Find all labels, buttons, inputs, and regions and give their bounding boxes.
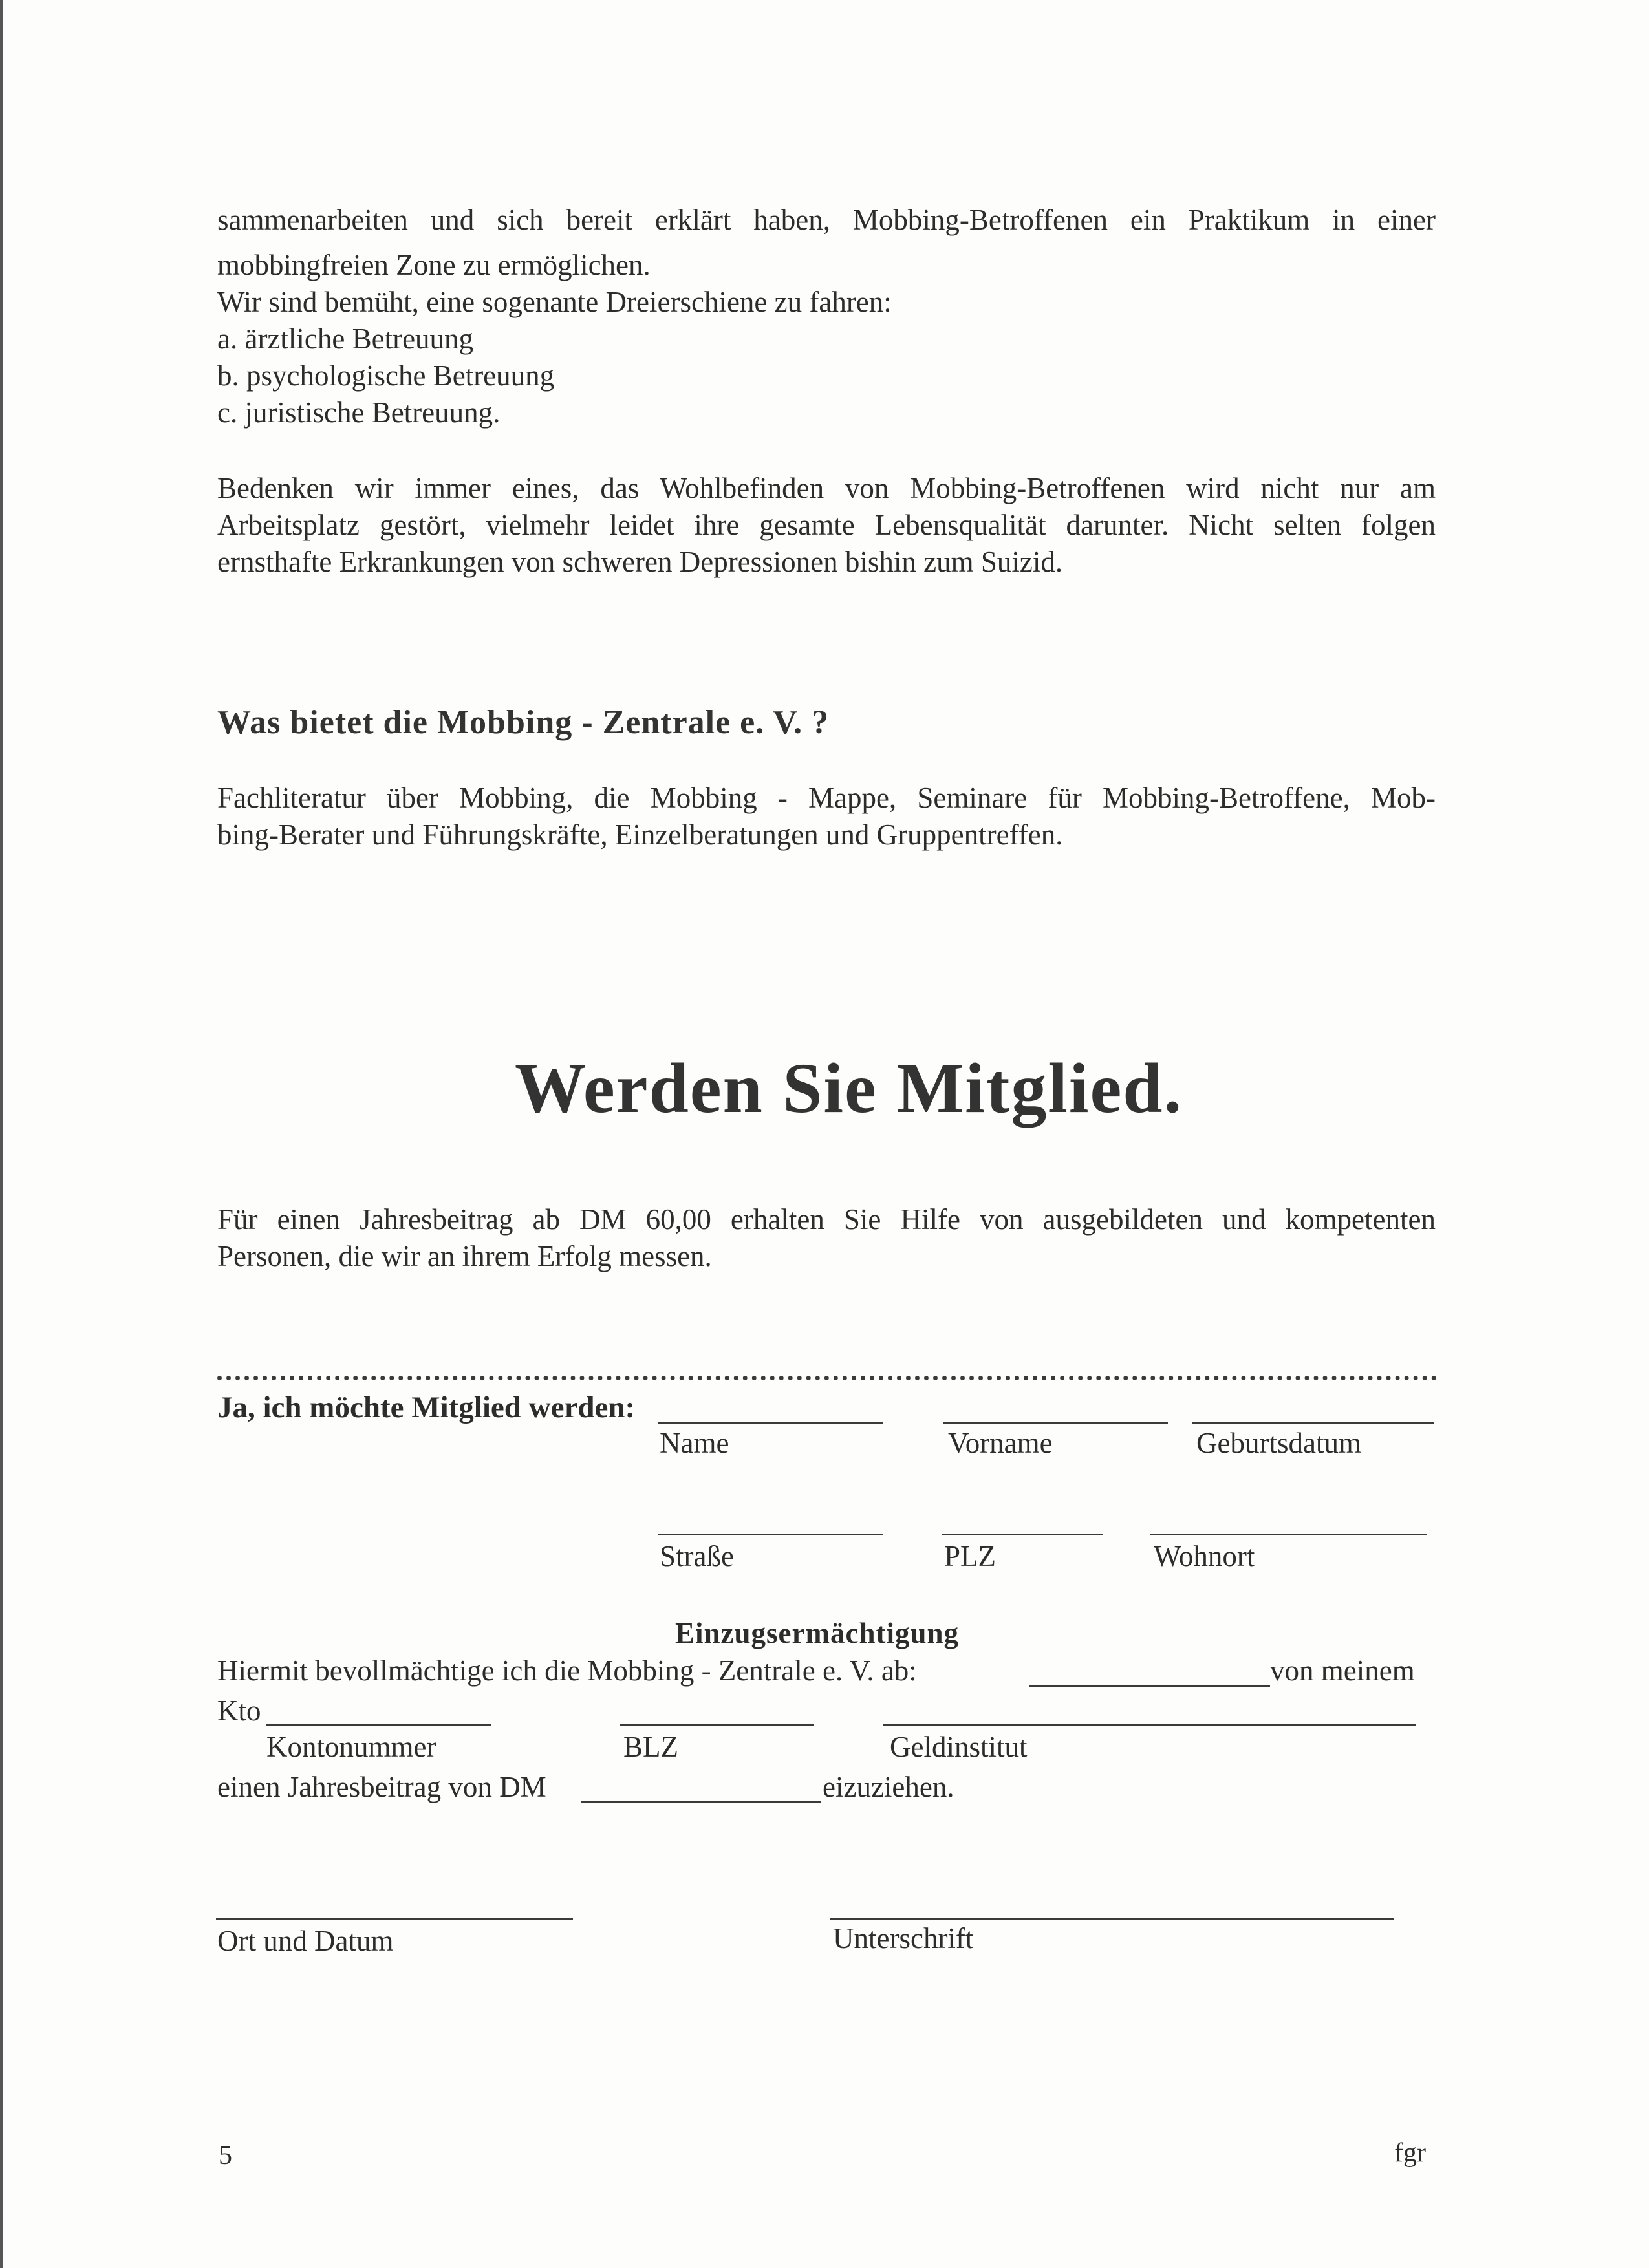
account-prefix: Kto [217,1695,261,1727]
birthdate-label: Geburtsdatum [1196,1427,1361,1459]
footer-initials: fgr [1394,2138,1426,2168]
intro-line-2: mobbingfreien Zone zu ermöglichen. [217,249,651,281]
list-item-medical: a. ärztliche Betreuung [217,323,474,355]
consider-paragraph [217,470,1436,544]
fee-text-end: eizuziehen. [823,1771,954,1803]
street-label: Straße [660,1540,734,1572]
offer-heading: Was bietet die Mobbing - Zentrale e. V. ? [217,704,830,741]
firstname-label: Vorname [948,1427,1053,1459]
zip-label: PLZ [944,1540,997,1572]
account-number-field[interactable] [266,1724,491,1726]
name-field[interactable] [658,1422,883,1424]
offer-line-2: bing-Berater und Führungskräfte, Einzelberatungen und Gruppentreffen. [217,818,1063,851]
signature-label: Unterschrift [833,1922,974,1954]
fee-text-start: einen Jahresbeitrag von DM [217,1771,546,1803]
bank-name-label: Geldinstitut [890,1731,1028,1763]
intro-line-1: sammenarbeiten und sich bereit erklärt haben, Mobbing-Betroffenen ein Praktikum in einer [217,204,1436,236]
intro-line-3: Wir sind bemüht, eine sogenante Dreierschiene zu fahren: [217,286,892,318]
consider-line-1: Bedenken wir immer eines, das Wohlbefinden von Mobbing-Betroffenen wird nicht nur am [217,472,1436,504]
mandate-text-end: von meinem [1270,1654,1415,1687]
bank-code-label: BLZ [623,1731,678,1763]
membership-paragraph [217,1201,1436,1238]
fee-amount-field[interactable] [581,1801,821,1803]
name-label: Name [660,1427,729,1459]
consider-line-3: ernsthafte Erkrankungen von schweren Depressionen bishin zum Suizid. [217,546,1063,578]
page-number: 5 [219,2141,232,2170]
intro-paragraph [217,202,1436,239]
birthdate-field[interactable] [1192,1422,1434,1424]
mandate-text-start: Hiermit bevollmächtige ich die Mobbing - Zentrale e. V. ab: [217,1654,917,1687]
place-date-field[interactable] [216,1918,573,1920]
signature-field[interactable] [830,1918,1394,1920]
street-field[interactable] [658,1534,883,1535]
membership-title: Werden Sie Mitglied. [515,1049,1183,1128]
join-label: Ja, ich möchte Mitglied werden: [217,1391,636,1424]
list-item-psychological: b. psychologische Betreuung [217,359,555,392]
consider-line-2: Arbeitsplatz gestört, vielmehr leidet ihre gesamte Lebensqualität darunter. Nicht selten folgen [217,509,1436,541]
offer-paragraph [217,780,1436,817]
list-item-legal: c. juristische Betreuung. [217,396,501,429]
offer-line-1: Fachliteratur über Mobbing, die Mobbing - Mappe, Seminare für Mobbing-Betroffene, Mob- [217,782,1436,814]
mandate-heading: Einzugsermächtigung [675,1617,960,1649]
start-date-field[interactable] [1029,1685,1270,1687]
city-field[interactable] [1150,1534,1427,1535]
membership-line-1: Für einen Jahresbeitrag ab DM 60,00 erhalten Sie Hilfe von ausgebildeten und kompetenten [217,1203,1436,1236]
membership-line-2: Personen, die wir an ihrem Erfolg messen. [217,1240,712,1272]
place-date-label: Ort und Datum [217,1925,394,1957]
account-number-label: Kontonummer [266,1731,436,1763]
firstname-field[interactable] [943,1422,1168,1424]
bank-code-field[interactable] [620,1724,814,1726]
zip-field[interactable] [942,1534,1103,1535]
cut-line [217,1376,1437,1380]
city-label: Wohnort [1154,1540,1255,1572]
scan-left-edge [0,0,3,2268]
bank-name-field[interactable] [883,1724,1416,1726]
